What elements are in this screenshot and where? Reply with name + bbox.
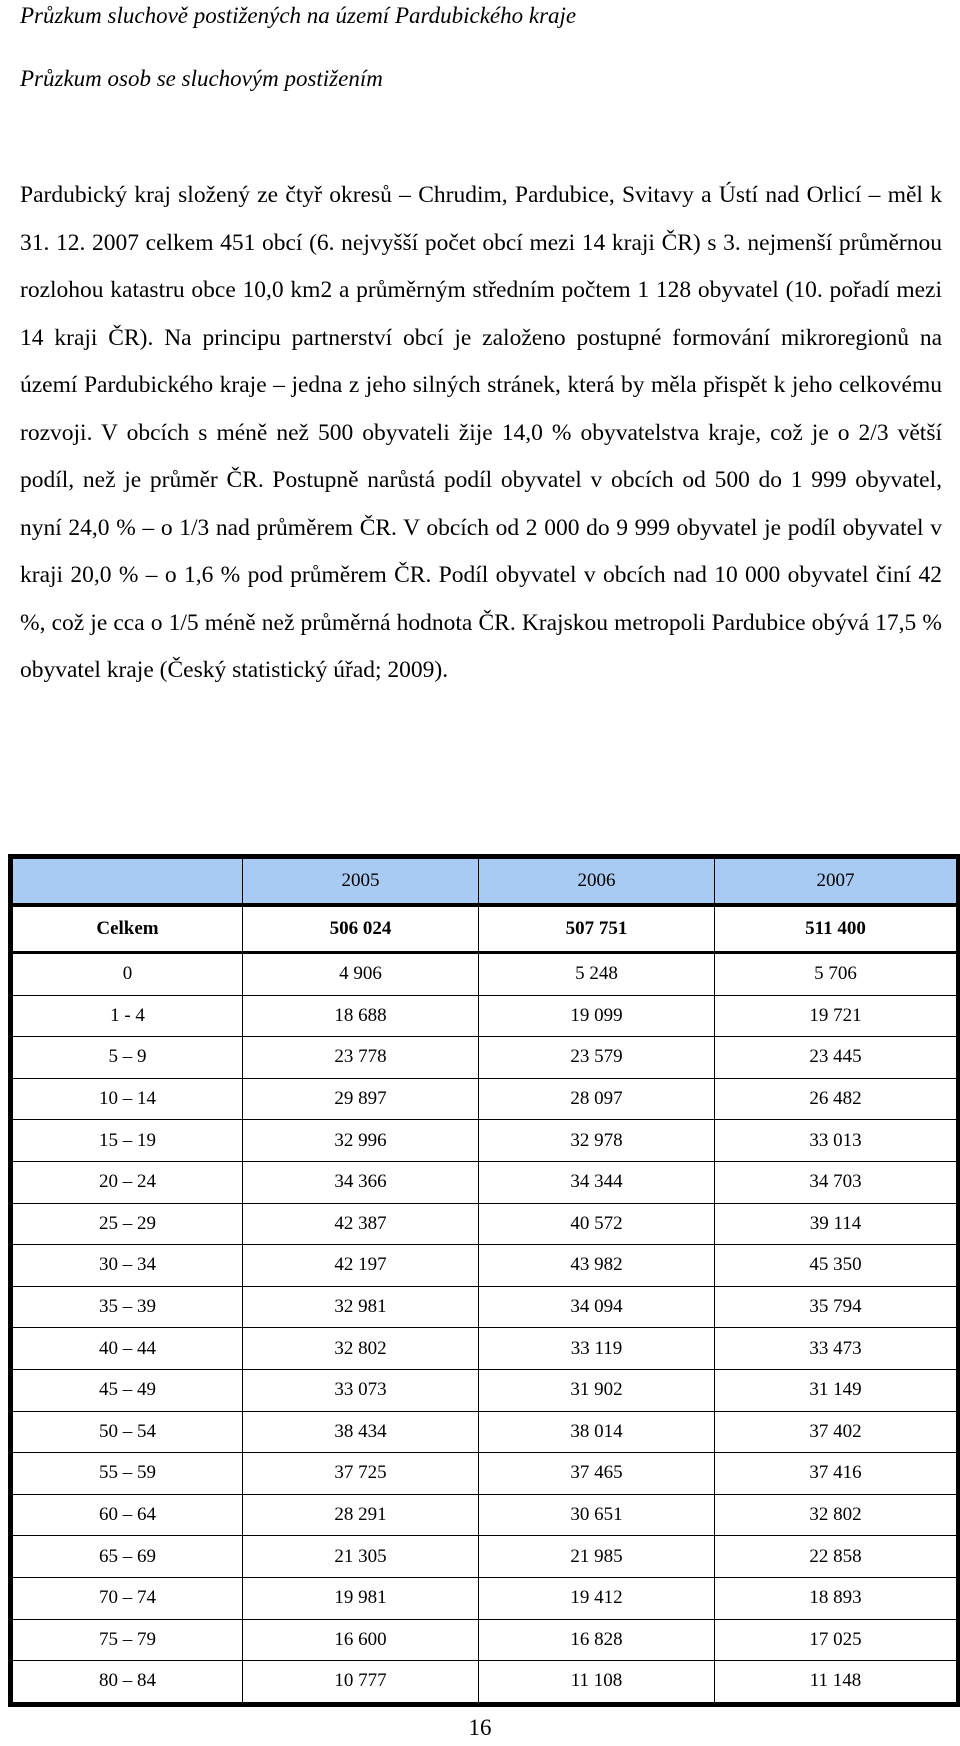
table-row [11, 1328, 959, 1370]
body-paragraph-text: Pardubický kraj složený ze čtyř okresů – Chrudim, Pardubice, Svitavy a Ústí nad Orlicí – měl k 31. 12. 2007 celkem 451 obcí (6. nejvyšší počet obcí mezi 14 kraji ČR) s 3. nejmenší průměrnou rozlohou katastru obce 10,0 km2 a průměrným středním počtem 1 128 obyvatel (10. pořadí mezi 14 kraji ČR). Na principu partnerství obcí je založeno postupné formování mikroregionů na území Pardubického kraje – jedna z jeho silných stránek, která by měla přispět k jeho celkovému rozvoji. V obcích s méně než 500 obyvateli žije 14,0 % obyvatelstva kraje, což je o 2/3 větší podíl, než je průměr ČR. Postupně narůstá podíl obyvatel v obcích od 500 do 1 999 obyvatel, nyní 24,0 % – o 1/3 nad průměrem ČR. V obcích od 2 000 do 9 999 obyvatel je podíl obyvatel v kraji 20,0 % – o 1,6 % pod průměrem ČR. Podíl obyvatel v obcích nad 10 000 obyvatel činí 42 %, což je cca o 1/5 méně než průměrná hodnota ČR. Krajskou metropoli Pardubice obývá 17,5 % obyvatel kraje (Český statistický úřad; 2009). [20, 182, 942, 683]
table-cell: 506 024 [243, 905, 479, 953]
body-paragraph [20, 172, 942, 695]
table-cell: 80 – 84 [11, 1661, 243, 1705]
table-cell: 32 978 [479, 1120, 715, 1162]
table-cell: 28 097 [479, 1078, 715, 1120]
table-cell: 32 802 [715, 1494, 959, 1536]
table-cell: 45 – 49 [11, 1369, 243, 1411]
table-row [11, 1245, 959, 1287]
table-row [11, 1661, 959, 1705]
table-cell: 65 – 69 [11, 1536, 243, 1578]
table-row [11, 1161, 959, 1203]
table-cell: 35 – 39 [11, 1286, 243, 1328]
table-cell: 28 291 [243, 1494, 479, 1536]
table-cell: 10 777 [243, 1661, 479, 1705]
table-cell: 55 – 59 [11, 1453, 243, 1495]
table-header-cell: 2007 [715, 857, 959, 906]
table-cell: 32 981 [243, 1286, 479, 1328]
table-cell: 38 434 [243, 1411, 479, 1453]
table-cell: 22 858 [715, 1536, 959, 1578]
table-cell: 5 706 [715, 953, 959, 996]
table-row [11, 995, 959, 1037]
table-cell: 16 600 [243, 1619, 479, 1661]
table-row [11, 1369, 959, 1411]
table-cell: 26 482 [715, 1078, 959, 1120]
table-cell: 40 – 44 [11, 1328, 243, 1370]
table-cell: 4 906 [243, 953, 479, 996]
table-cell: 30 651 [479, 1494, 715, 1536]
table-cell: 37 465 [479, 1453, 715, 1495]
table-cell: 21 305 [243, 1536, 479, 1578]
table-cell: Celkem [11, 905, 243, 953]
table-cell: 45 350 [715, 1245, 959, 1287]
table-cell: 11 148 [715, 1661, 959, 1705]
table-cell: 37 416 [715, 1453, 959, 1495]
running-header-subtitle: Průzkum osob se sluchovým postižením [20, 66, 383, 91]
table-cell: 15 – 19 [11, 1120, 243, 1162]
table-cell: 20 – 24 [11, 1161, 243, 1203]
table-cell: 16 828 [479, 1619, 715, 1661]
table-cell: 33 013 [715, 1120, 959, 1162]
table-header-cell [11, 857, 243, 906]
table-cell: 34 344 [479, 1161, 715, 1203]
table-row [11, 953, 959, 996]
table-cell: 50 – 54 [11, 1411, 243, 1453]
table-cell: 33 073 [243, 1369, 479, 1411]
table-cell: 34 703 [715, 1161, 959, 1203]
table-cell: 19 412 [479, 1577, 715, 1619]
table-row [11, 1078, 959, 1120]
running-header-title: Průzkum sluchově postižených na území Pardubického kraje [20, 3, 577, 28]
table-row [11, 1203, 959, 1245]
page-number: 16 [468, 1715, 492, 1740]
table-cell: 75 – 79 [11, 1619, 243, 1661]
table-cell: 37 402 [715, 1411, 959, 1453]
table-cell: 0 [11, 953, 243, 996]
table-cell: 19 981 [243, 1577, 479, 1619]
table-cell: 18 893 [715, 1577, 959, 1619]
table-cell: 19 099 [479, 995, 715, 1037]
table-cell: 34 094 [479, 1286, 715, 1328]
table-cell: 17 025 [715, 1619, 959, 1661]
table-header-row [11, 857, 959, 906]
table-cell: 39 114 [715, 1203, 959, 1245]
table-cell: 32 996 [243, 1120, 479, 1162]
table-cell: 32 802 [243, 1328, 479, 1370]
table-row [11, 1619, 959, 1661]
table-cell: 5 248 [479, 953, 715, 996]
table-row [11, 1536, 959, 1578]
table-cell: 31 149 [715, 1369, 959, 1411]
table-cell: 40 572 [479, 1203, 715, 1245]
table-cell: 5 – 9 [11, 1037, 243, 1079]
table-cell: 29 897 [243, 1078, 479, 1120]
table-cell: 33 119 [479, 1328, 715, 1370]
table-cell: 42 387 [243, 1203, 479, 1245]
table-cell: 30 – 34 [11, 1245, 243, 1287]
table-cell: 25 – 29 [11, 1203, 243, 1245]
table-cell: 21 985 [479, 1536, 715, 1578]
table-cell: 33 473 [715, 1328, 959, 1370]
table-row [11, 1037, 959, 1079]
table-cell: 31 902 [479, 1369, 715, 1411]
table-cell: 35 794 [715, 1286, 959, 1328]
table-cell: 60 – 64 [11, 1494, 243, 1536]
table-cell: 507 751 [479, 905, 715, 953]
table-cell: 11 108 [479, 1661, 715, 1705]
table-row [11, 1120, 959, 1162]
table-row [11, 1286, 959, 1328]
table-cell: 34 366 [243, 1161, 479, 1203]
table-row [11, 1411, 959, 1453]
table-cell: 42 197 [243, 1245, 479, 1287]
table-header-cell: 2005 [243, 857, 479, 906]
table-total-row [11, 905, 959, 953]
population-table [8, 854, 960, 1707]
table-cell: 37 725 [243, 1453, 479, 1495]
table-header-cell: 2006 [479, 857, 715, 906]
table-cell: 38 014 [479, 1411, 715, 1453]
table-cell: 18 688 [243, 995, 479, 1037]
table-row [11, 1494, 959, 1536]
table-cell: 1 - 4 [11, 995, 243, 1037]
table-cell: 23 778 [243, 1037, 479, 1079]
table-cell: 511 400 [715, 905, 959, 953]
table-cell: 10 – 14 [11, 1078, 243, 1120]
table-cell: 43 982 [479, 1245, 715, 1287]
table-cell: 23 445 [715, 1037, 959, 1079]
table-cell: 23 579 [479, 1037, 715, 1079]
table-row [11, 1577, 959, 1619]
table-cell: 70 – 74 [11, 1577, 243, 1619]
table-cell: 19 721 [715, 995, 959, 1037]
table-row [11, 1453, 959, 1495]
